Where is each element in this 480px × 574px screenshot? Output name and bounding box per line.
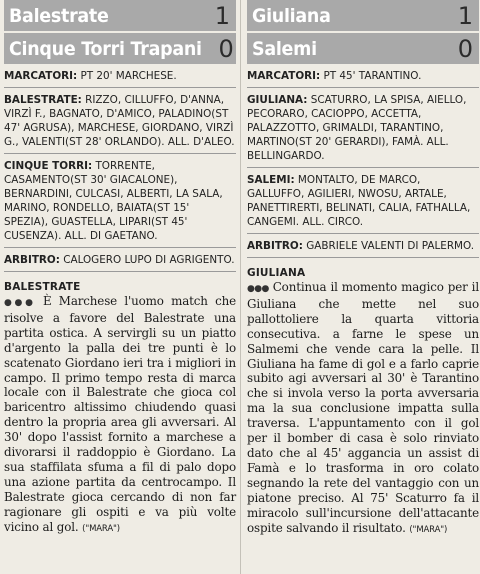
away-lineup-label: SALEMI:: [247, 174, 295, 186]
away-lineup-label: CINQUE TORRI:: [4, 160, 93, 172]
scorers-text: PT 45' TARANTINO.: [323, 70, 422, 82]
scorers-section: [247, 64, 479, 88]
away-team-name: Salemi: [252, 37, 317, 60]
column-divider: [240, 0, 241, 574]
referee-text: GABRIELE VALENTI DI PALERMO.: [306, 240, 475, 252]
scoreboard: [4, 0, 236, 64]
away-lineup-text: TORRENTE, CASAMENTO(ST 30' GIACALONE), BERNARDINI, CULCASI, ALBERTI, LA SALA, MARINO, RONDELLO, BAIATA(ST 15' SPEZIA), GUASTELLA, LIPARI(ST 45' CUSENZA). ALL. DI GAETANO.: [4, 160, 223, 242]
scorers-text: PT 20' MARCHESE.: [80, 70, 177, 82]
away-team-bar: [4, 33, 236, 64]
home-team-score: 1: [457, 1, 473, 30]
home-lineup-text: RIZZO, CILLUFFO, D'ANNA, VIRZÌ F., BAGNATO, D'AMICO, PALADINO(ST 47' AGRUSA), MARCHESE, GIORDANO, VIRZÌ G., VALENTI(ST 28' ORLANDO). ALL. D'ALEO.: [4, 94, 235, 148]
match-report-balestrate: [4, 0, 236, 574]
home-team-bar: [247, 0, 479, 31]
home-lineup-section: [247, 88, 479, 168]
match-report-giuliana: [247, 0, 479, 574]
home-team-score: 1: [214, 1, 230, 30]
home-lineup-label: GIULIANA:: [247, 94, 308, 106]
home-team-name: Balestrate: [9, 4, 109, 27]
away-team-bar: [247, 33, 479, 64]
referee-label: ARBITRO:: [247, 240, 303, 252]
article-header: GIULIANA: [247, 267, 306, 279]
home-lineup-section: [4, 88, 236, 154]
away-team-score: 0: [457, 34, 473, 63]
bullet-dots-icon: ●●●: [247, 284, 269, 294]
away-team-name: Cinque Torri Trapani: [9, 37, 202, 60]
home-team-bar: [4, 0, 236, 31]
away-team-score: 0: [218, 34, 234, 63]
away-lineup-section: [4, 154, 236, 248]
scorers-label: MARCATORI:: [247, 70, 321, 82]
scorers-label: MARCATORI:: [4, 70, 78, 82]
scoreboard: [247, 0, 479, 64]
referee-section: [4, 248, 236, 272]
home-lineup-text: SCATURRO, LA SPISA, AIELLO, PECORARO, CACIOPPO, ACCETTA, PALAZZOTTO, GRIMALDI, TARANTINO, MARTINO(ST 20' GERARDI), FAMÀ. ALL. BELLINGARDO.: [247, 94, 467, 162]
article-header: BALESTRATE: [4, 281, 81, 293]
away-lineup-text: MONTALTO, DE MARCO, GALLUFFO, AGILIERI, NWOSU, ARTALE, PANETTIRERTI, BELINATI, CALIA, FATHALLA, CANGEMI. ALL. CIRCO.: [247, 174, 471, 228]
author-signature: ("MARA"): [82, 523, 120, 534]
referee-label: ARBITRO:: [4, 254, 60, 266]
bullet-dots-icon: ●●●: [4, 298, 36, 308]
author-signature: ("MARA"): [409, 524, 448, 535]
article-text: Continua il momento magico per il Giuliana che mette nel suo pallottoliere la quarta vittoria consecutiva. a farne le spese un Salmemi che vende cara la pelle. Il Giuliana ha fame di gol e a farlo caprie subito agi avversari al 30' è Tarantino che si invola verso la porta avversaria ma la sua conclusione impatta sulla traversa. L'appuntamento con il gol per il bomber di casa è solo rinviato dato che al 45' aggancia un assist di Famà e lo trasforma in oro colato segnando la rete del vantaggio con un piatone preciso. Al 75' Scaturro fa il miracolo sull'incursione dell'attacante ospite salvando il risultato.: [247, 280, 479, 535]
article-text: È Marchese l'uomo match che risolve a favore del Balestrate una partita ostica. A servirgli su un piatto d'argento la palla dei tre punti è lo scatenato Giordano ieri tra i migliori in campo. Il primo tempo resta di marca locale con il Balestrate che gioca col baricentro altissimo chiudendo quasi dentro la propria area gli avversari. Al 30' dopo l'assist fornito a marchese a divorarsi il raddoppio è Giordano. La sua staffilata sfuma a fil di palo dopo una azione partita da centrocampo. Il Balestrate gioca cercando di non far ragionare gli ospiti e va più volte vicino al gol.: [4, 294, 237, 534]
article-body: [4, 294, 236, 537]
referee-text: CALOGERO LUPO DI AGRIGENTO.: [63, 254, 235, 266]
home-team-name: Giuliana: [252, 4, 331, 27]
home-lineup-label: BALESTRATE:: [4, 94, 82, 106]
article-body: [247, 280, 479, 537]
scorers-section: [4, 64, 236, 88]
away-lineup-section: [247, 168, 479, 234]
referee-section: [247, 234, 479, 258]
